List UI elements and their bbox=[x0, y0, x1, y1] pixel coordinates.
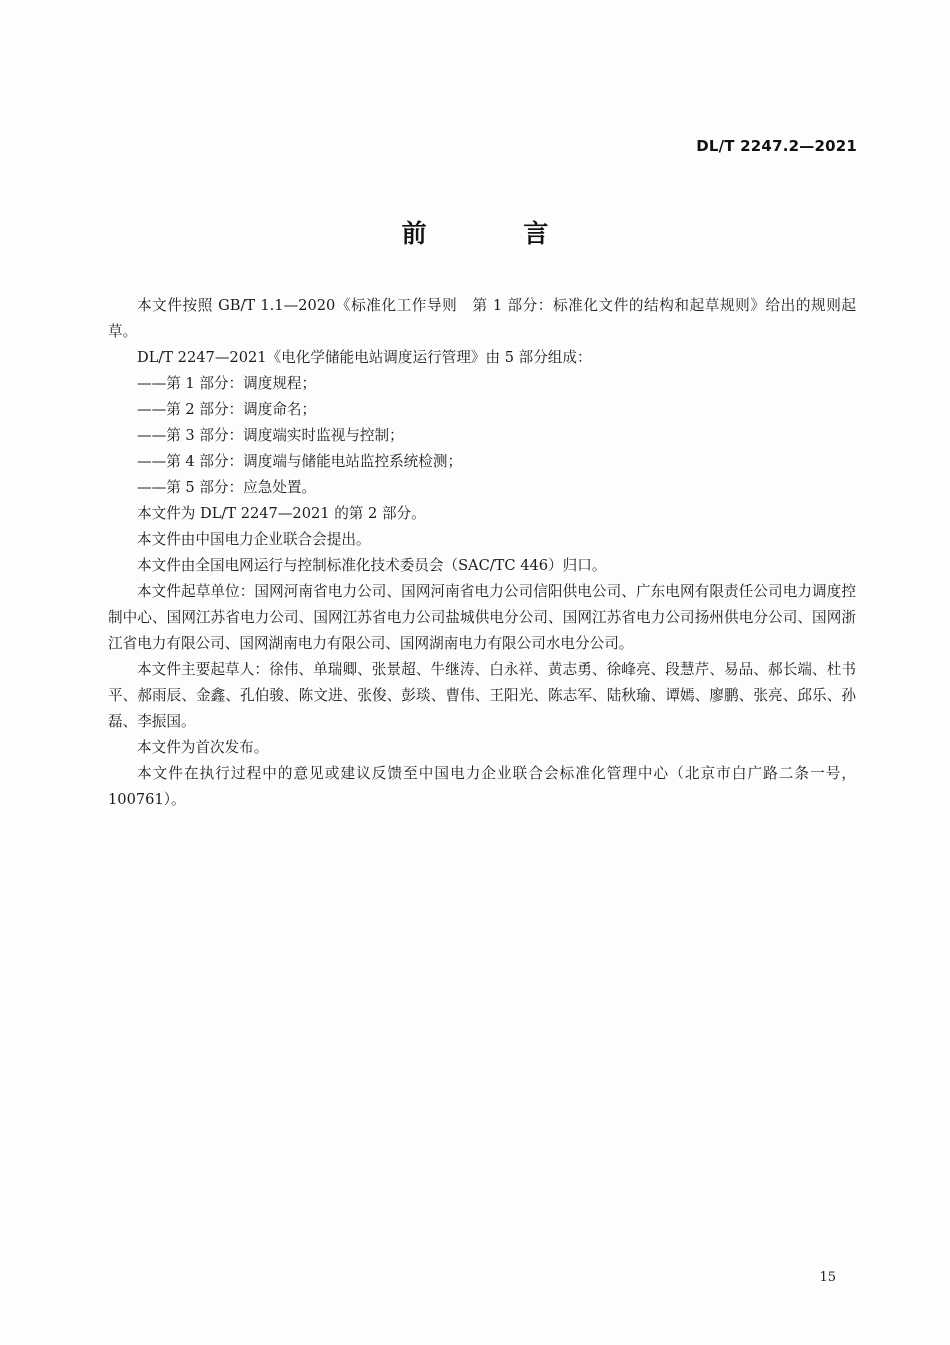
paragraph-drafting-units: 本文件起草单位：国网河南省电力公司、国网河南省电力公司信阳供电公司、广东电网有限责任公司电力调度控制中心、国网江苏省电力公司、国网江苏省电力公司盐城供电分公司、国网江苏省电力公司扬州供电分公司、国网浙江省电力有限公司、国网湖南电力有限公司、国网湖南电力有限公司水电分公司。 bbox=[108, 583, 856, 652]
list-item: ——第 1 部分：调度规程； bbox=[137, 375, 317, 392]
paragraph-parts-intro: DL/T 2247—2021《电化学储能电站调度运行管理》由 5 部分组成： bbox=[137, 349, 592, 366]
paragraph-first-release: 本文件为首次发布。 bbox=[137, 739, 269, 756]
paragraph-drafting-rules: 本文件按照 GB/T 1.1—2020《标准化工作导则 第 1 部分：标准化文件的结构和起草规则》给出的规则起草。 bbox=[108, 297, 856, 340]
paragraph-committee: 本文件由全国电网运行与控制标准化技术委员会（SAC/TC 446）归口。 bbox=[137, 557, 607, 574]
list-item: ——第 5 部分：应急处置。 bbox=[137, 479, 317, 496]
paragraph-proposer: 本文件由中国电力企业联合会提出。 bbox=[137, 531, 371, 548]
paragraph-part-number: 本文件为 DL/T 2247—2021 的第 2 部分。 bbox=[137, 505, 426, 522]
parts-list bbox=[108, 371, 856, 501]
page-title: 前 言 bbox=[401, 219, 593, 248]
list-item: ——第 2 部分：调度命名； bbox=[137, 401, 317, 418]
document-code: DL/T 2247.2—2021 bbox=[696, 137, 857, 155]
document-body bbox=[108, 293, 856, 813]
list-item: ——第 4 部分：调度端与储能电站监控系统检测； bbox=[137, 453, 463, 470]
page-number: 15 bbox=[819, 1270, 836, 1285]
paragraph-feedback: 本文件在执行过程中的意见或建议反馈至中国电力企业联合会标准化管理中心（北京市白广路二条一号，100761）。 bbox=[108, 765, 856, 808]
list-item: ——第 3 部分：调度端实时监视与控制； bbox=[137, 427, 404, 444]
paragraph-drafters: 本文件主要起草人：徐伟、单瑞卿、张景超、牛继涛、白永祥、黄志勇、徐峰亮、段慧芹、易品、郝长端、杜书平、郝雨辰、金鑫、孔伯骏、陈文进、张俊、彭琰、曹伟、王阳光、陈志军、陆秋瑜、谭嫣、廖鹏、张亮、邱乐、孙磊、李振国。 bbox=[108, 661, 856, 730]
